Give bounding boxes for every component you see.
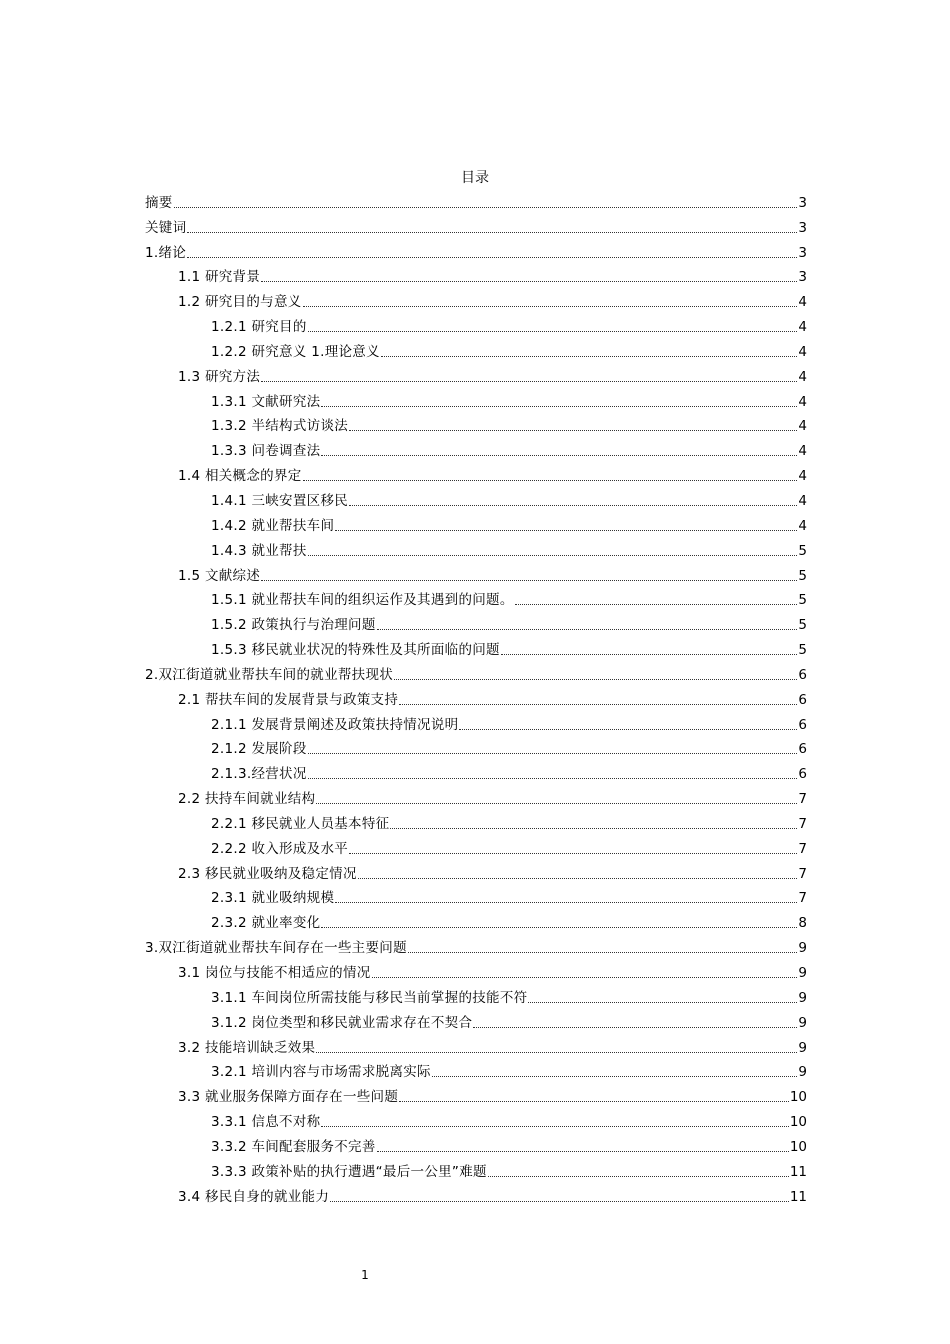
toc-dot-leader bbox=[321, 455, 797, 456]
toc-entry[interactable] bbox=[145, 836, 807, 861]
toc-entry[interactable] bbox=[145, 1184, 807, 1209]
toc-entry-page-number: 10 bbox=[789, 1138, 807, 1155]
toc-dot-leader bbox=[381, 356, 797, 357]
toc-entry[interactable] bbox=[145, 960, 807, 985]
toc-dot-leader bbox=[308, 555, 798, 556]
toc-entry[interactable] bbox=[145, 538, 807, 563]
toc-dot-leader bbox=[261, 580, 797, 581]
toc-entry-page-number: 8 bbox=[798, 915, 807, 932]
toc-dot-leader bbox=[321, 1126, 788, 1127]
toc-entry-label: 3.1.2 岗位类型和移民就业需求存在不契合 bbox=[211, 1014, 473, 1031]
toc-entry-label: 2.3.2 就业率变化 bbox=[211, 915, 321, 932]
toc-dot-leader bbox=[187, 257, 797, 258]
toc-entry-page-number: 5 bbox=[798, 567, 807, 584]
toc-entry[interactable] bbox=[145, 414, 807, 439]
toc-entry-label: 3.3 就业服务保障方面存在一些问题 bbox=[178, 1089, 399, 1106]
toc-entry[interactable] bbox=[145, 364, 807, 389]
toc-entry-label: 1.1 研究背景 bbox=[178, 269, 261, 286]
toc-entry-page-number: 11 bbox=[789, 1188, 807, 1205]
toc-dot-leader bbox=[372, 977, 798, 978]
toc-entry[interactable] bbox=[145, 588, 807, 613]
toc-entry[interactable] bbox=[145, 1134, 807, 1159]
toc-entry-label: 1.绪论 bbox=[145, 244, 187, 261]
toc-entry-label: 1.4 相关概念的界定 bbox=[178, 468, 302, 485]
toc-dot-leader bbox=[303, 306, 798, 307]
toc-entry-label: 3.3.3 政策补贴的执行遭遇“最后一公里”难题 bbox=[211, 1163, 487, 1180]
toc-entry-label: 3.3.2 车间配套服务不完善 bbox=[211, 1138, 376, 1155]
toc-entry-page-number: 9 bbox=[798, 1039, 807, 1056]
toc-entry-page-number: 3 bbox=[798, 194, 807, 211]
toc-entry[interactable] bbox=[145, 1084, 807, 1109]
toc-entry[interactable] bbox=[145, 1109, 807, 1134]
toc-entry-label: 1.4.3 就业帮扶 bbox=[211, 542, 307, 559]
toc-entry-label: 1.5.2 政策执行与治理问题 bbox=[211, 617, 376, 634]
toc-entry-page-number: 3 bbox=[798, 244, 807, 261]
toc-dot-leader bbox=[330, 1201, 789, 1202]
toc-dot-leader bbox=[501, 654, 798, 655]
toc-entry-page-number: 7 bbox=[798, 791, 807, 808]
toc-dot-leader bbox=[335, 902, 797, 903]
toc-entry-label: 2.1 帮扶车间的发展背景与政策支持 bbox=[178, 691, 399, 708]
toc-entry-page-number: 5 bbox=[798, 542, 807, 559]
toc-entry-page-number: 10 bbox=[789, 1089, 807, 1106]
toc-dot-leader bbox=[349, 853, 797, 854]
toc-dot-leader bbox=[321, 927, 797, 928]
toc-entry-page-number: 4 bbox=[798, 393, 807, 410]
toc-dot-leader bbox=[377, 629, 798, 630]
toc-entry[interactable] bbox=[145, 1010, 807, 1035]
toc-entry-label: 1.4.2 就业帮扶车间 bbox=[211, 517, 335, 534]
toc-entry[interactable] bbox=[145, 737, 807, 762]
toc-entry[interactable] bbox=[145, 215, 807, 240]
toc-entry-page-number: 9 bbox=[798, 965, 807, 981]
toc-entry[interactable] bbox=[145, 712, 807, 737]
toc-dot-leader bbox=[316, 1052, 797, 1053]
toc-entry-label: 3.3.1 信息不对称 bbox=[211, 1114, 321, 1131]
toc-entry-label: 1.2.2 研究意义 1.理论意义 bbox=[211, 343, 380, 360]
toc-entry-page-number: 4 bbox=[798, 468, 807, 485]
toc-entry-page-number: 10 bbox=[789, 1114, 807, 1131]
toc-entry-page-number: 4 bbox=[798, 368, 807, 385]
toc-entry-label: 1.5 文献综述 bbox=[178, 567, 261, 584]
toc-dot-leader bbox=[459, 729, 797, 730]
toc-entry-page-number: 3 bbox=[798, 269, 807, 286]
toc-entry-label: 1.4.1 三峡安置区移民 bbox=[211, 492, 349, 509]
toc-entry-page-number: 7 bbox=[798, 890, 807, 907]
toc-entry[interactable] bbox=[145, 910, 807, 935]
toc-entry-page-number: 9 bbox=[798, 1014, 807, 1031]
toc-entry-label: 2.2 扶持车间就业结构 bbox=[178, 791, 316, 808]
toc-dot-leader bbox=[349, 430, 797, 431]
toc-entry-label: 3.1.1 车间岗位所需技能与移民当前掌握的技能不符 bbox=[211, 989, 528, 1006]
toc-entry[interactable] bbox=[145, 612, 807, 637]
toc-entry-page-number: 11 bbox=[789, 1163, 807, 1180]
toc-entry[interactable] bbox=[145, 1060, 807, 1085]
toc-entry[interactable] bbox=[145, 761, 807, 786]
toc-entry[interactable] bbox=[145, 886, 807, 911]
toc-entry-page-number: 6 bbox=[798, 666, 807, 683]
toc-entry-page-number: 4 bbox=[798, 492, 807, 509]
toc-dot-leader bbox=[399, 1101, 789, 1102]
toc-dot-leader bbox=[349, 505, 797, 506]
toc-dot-leader bbox=[358, 878, 798, 879]
toc-dot-leader bbox=[473, 1027, 797, 1028]
toc-entry[interactable] bbox=[145, 389, 807, 414]
toc-entry[interactable] bbox=[145, 265, 807, 290]
toc-entry[interactable] bbox=[145, 935, 807, 960]
toc-dot-leader bbox=[408, 952, 798, 953]
toc-entry-page-number: 5 bbox=[798, 617, 807, 634]
toc-entry-page-number: 4 bbox=[798, 443, 807, 460]
toc-entry[interactable] bbox=[145, 662, 807, 687]
toc-entry[interactable] bbox=[145, 1159, 807, 1184]
toc-entry-page-number: 6 bbox=[798, 691, 807, 708]
toc-entry-label: 1.5.3 移民就业状况的特殊性及其所面临的问题 bbox=[211, 642, 500, 659]
toc-entry-page-number: 4 bbox=[798, 343, 807, 360]
toc-entry-label: 2.3 移民就业吸纳及稳定情况 bbox=[178, 865, 357, 882]
toc-entry-label: 2.3.1 就业吸纳规模 bbox=[211, 890, 335, 907]
toc-entry-page-number: 6 bbox=[798, 716, 807, 733]
toc-dot-leader bbox=[432, 1076, 798, 1077]
toc-entry-label: 1.2.1 研究目的 bbox=[211, 319, 307, 336]
toc-dot-leader bbox=[303, 480, 798, 481]
toc-entry-page-number: 4 bbox=[798, 319, 807, 336]
toc-dot-leader bbox=[261, 281, 797, 282]
toc-dot-leader bbox=[308, 753, 798, 754]
toc-dot-leader bbox=[316, 803, 797, 804]
toc-entry[interactable] bbox=[145, 563, 807, 588]
toc-entry[interactable] bbox=[145, 240, 807, 265]
toc-entry-page-number: 9 bbox=[798, 989, 807, 1006]
toc-entry[interactable] bbox=[145, 289, 807, 314]
page-number-footer: 1 bbox=[361, 1268, 369, 1282]
toc-entry-page-number: 4 bbox=[798, 517, 807, 534]
toc-entry-label: 3.2.1 培训内容与市场需求脱离实际 bbox=[211, 1064, 431, 1081]
toc-entry[interactable] bbox=[145, 637, 807, 662]
toc-title: 目录 bbox=[461, 170, 489, 186]
toc-entry-label: 3.4 移民自身的就业能力 bbox=[178, 1188, 330, 1205]
toc-entry[interactable] bbox=[145, 314, 807, 339]
toc-entry-label: 2.1.3.经营状况 bbox=[211, 766, 307, 783]
toc-dot-leader bbox=[528, 1002, 797, 1003]
toc-entry[interactable] bbox=[145, 786, 807, 811]
toc-entry-label: 1.3 研究方法 bbox=[178, 368, 261, 385]
toc-entry-page-number: 5 bbox=[798, 592, 807, 609]
toc-entry-label: 1.3.2 半结构式访谈法 bbox=[211, 418, 349, 435]
toc-dot-leader bbox=[394, 679, 797, 680]
toc-entry-page-number: 4 bbox=[798, 294, 807, 311]
toc-entry-label: 3.双江街道就业帮扶车间存在一些主要问题 bbox=[145, 940, 407, 957]
toc-entry-label: 2.1.1 发展背景阐述及政策扶持情况说明 bbox=[211, 716, 459, 733]
toc-entry[interactable] bbox=[145, 190, 807, 215]
toc-entry[interactable] bbox=[145, 1035, 807, 1060]
toc-entry-label: 1.2 研究目的与意义 bbox=[178, 294, 302, 311]
toc-entry-page-number: 6 bbox=[798, 766, 807, 783]
toc-entry-label: 2.双江街道就业帮扶车间的就业帮扶现状 bbox=[145, 666, 394, 683]
toc-dot-leader bbox=[488, 1176, 789, 1177]
toc-dot-leader bbox=[308, 778, 798, 779]
toc-dot-leader bbox=[321, 406, 797, 407]
toc-entry-label: 1.3.1 文献研究法 bbox=[211, 393, 321, 410]
toc-entry[interactable] bbox=[145, 861, 807, 886]
toc-entry[interactable] bbox=[145, 339, 807, 364]
toc-dot-leader bbox=[377, 1151, 789, 1152]
toc-entry-page-number: 7 bbox=[798, 865, 807, 882]
toc-entry[interactable] bbox=[145, 985, 807, 1010]
toc-entry[interactable] bbox=[145, 463, 807, 488]
toc-entry-page-number: 7 bbox=[798, 840, 807, 857]
toc-dot-leader bbox=[335, 530, 797, 531]
toc-dot-leader bbox=[515, 604, 798, 605]
toc-entry[interactable] bbox=[145, 811, 807, 836]
toc-entry-label: 2.1.2 发展阶段 bbox=[211, 741, 307, 758]
toc-entry-page-number: 9 bbox=[798, 1064, 807, 1081]
toc-entry-label: 关键词 bbox=[145, 219, 187, 236]
toc-entry[interactable] bbox=[145, 687, 807, 712]
toc-dot-leader bbox=[390, 828, 797, 829]
toc-entry-label: 3.2 技能培训缺乏效果 bbox=[178, 1039, 316, 1056]
toc-entry-page-number: 3 bbox=[798, 219, 807, 236]
toc-entry[interactable] bbox=[145, 488, 807, 513]
toc-entry[interactable] bbox=[145, 438, 807, 463]
toc-entry-page-number: 5 bbox=[798, 642, 807, 659]
toc-dot-leader bbox=[308, 331, 798, 332]
toc-entry-label: 1.3.3 问卷调查法 bbox=[211, 443, 321, 460]
toc-dot-leader bbox=[174, 207, 798, 208]
toc-entry-page-number: 7 bbox=[798, 815, 807, 832]
toc-entry-page-number: 9 bbox=[798, 940, 807, 957]
toc-entry-label: 2.2.1 移民就业人员基本特征 bbox=[211, 815, 390, 832]
toc-entry[interactable] bbox=[145, 513, 807, 538]
toc-entry-page-number: 4 bbox=[798, 418, 807, 435]
toc-entry-label: 摘要 bbox=[145, 194, 173, 211]
toc-entry-label: 1.5.1 就业帮扶车间的组织运作及其遇到的问题。 bbox=[211, 592, 514, 609]
toc-dot-leader bbox=[187, 232, 797, 233]
toc-entry-label: 3.1 岗位与技能不相适应的情况 bbox=[178, 965, 371, 981]
toc-entry-label: 2.2.2 收入形成及水平 bbox=[211, 840, 349, 857]
table-of-contents bbox=[145, 190, 807, 1209]
toc-entry-page-number: 6 bbox=[798, 741, 807, 758]
toc-dot-leader bbox=[261, 381, 797, 382]
toc-dot-leader bbox=[399, 704, 797, 705]
